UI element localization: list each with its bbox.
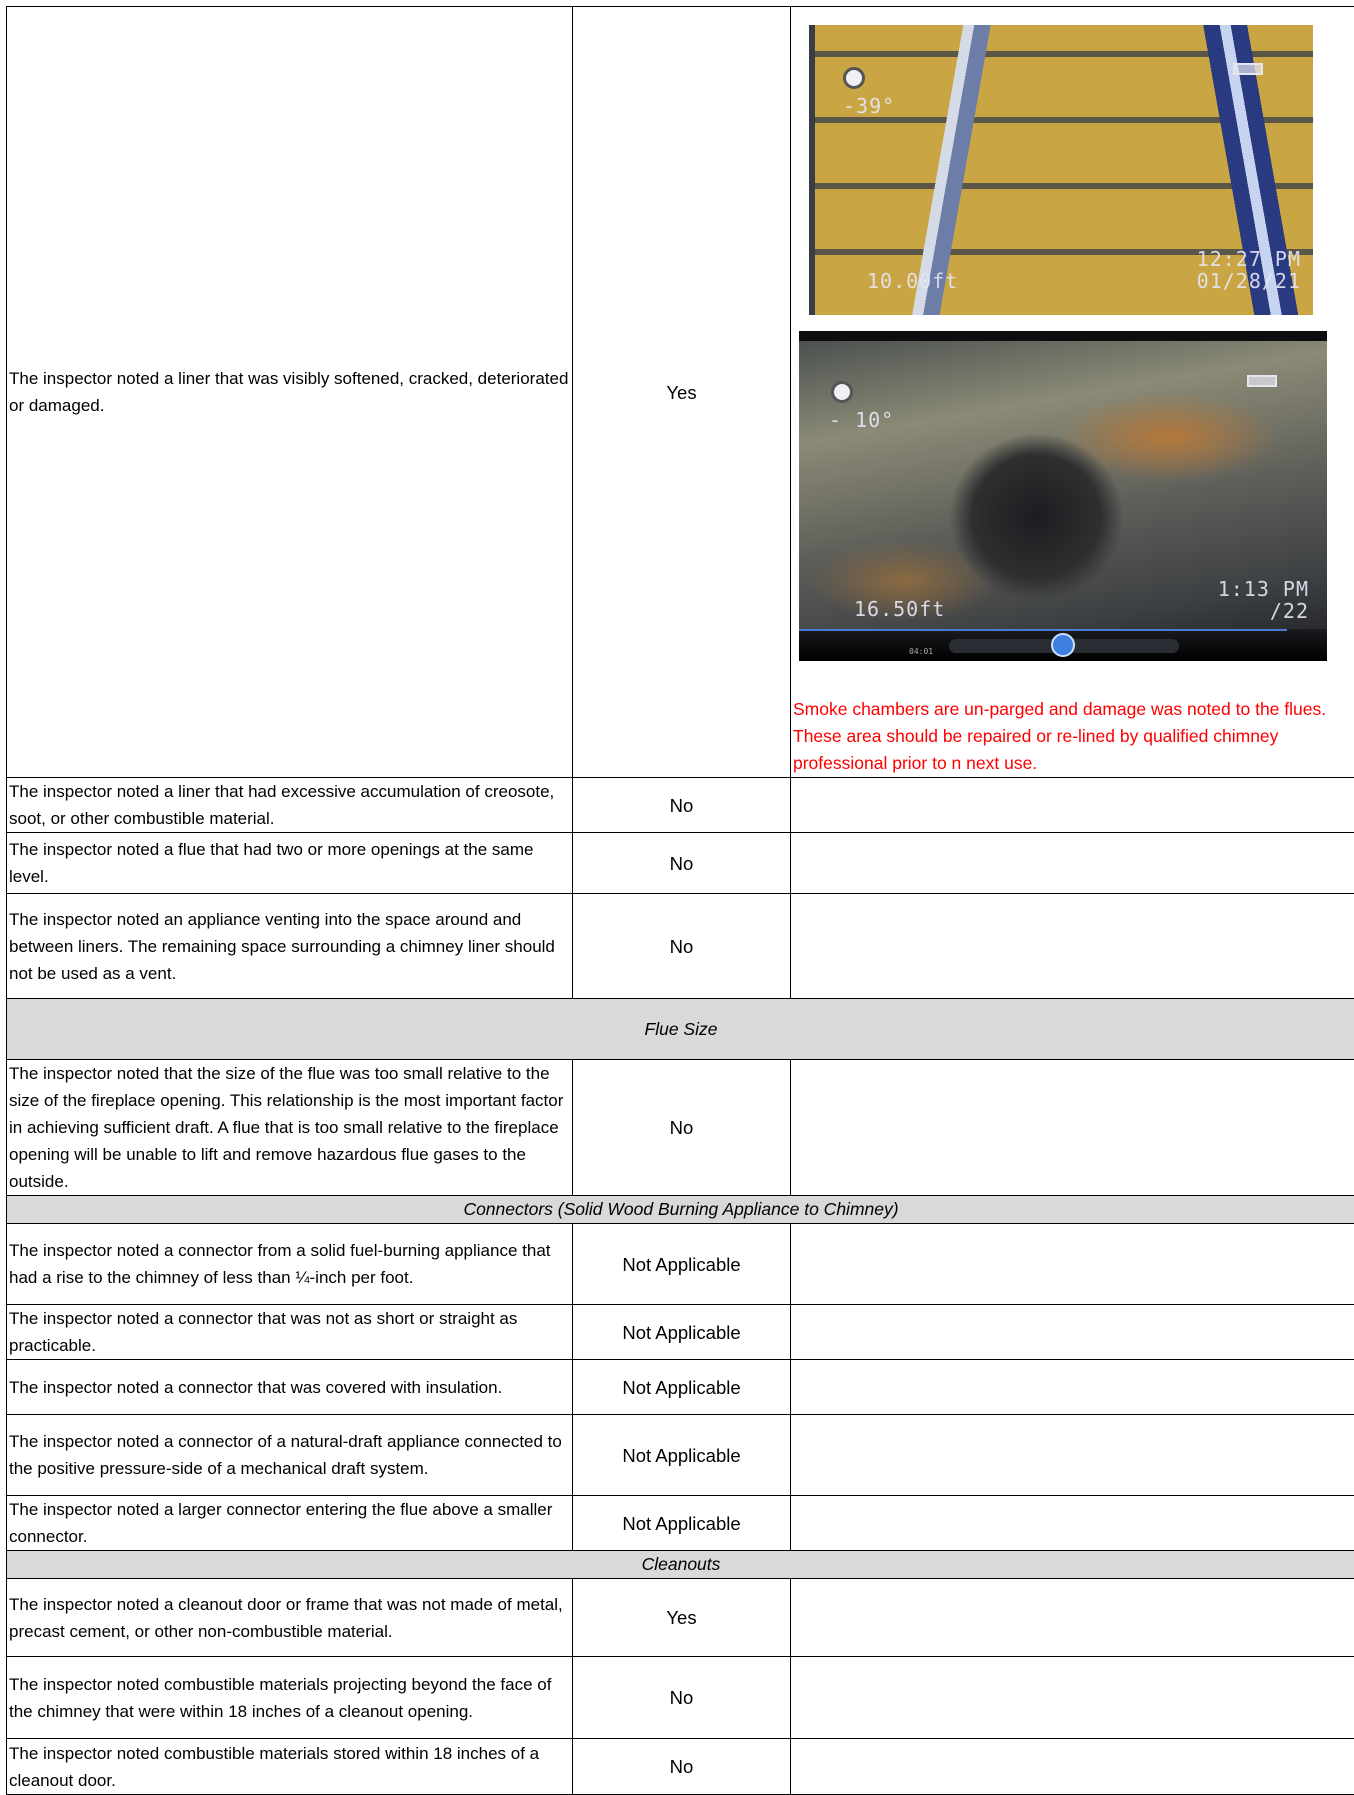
home-icon	[843, 67, 865, 89]
row-value: Not Applicable	[573, 1305, 791, 1360]
inspection-table-sheet	[6, 6, 1354, 1781]
inspection-table	[6, 6, 1354, 1795]
photo-date: /22	[1270, 598, 1309, 625]
row-note	[791, 1360, 1354, 1415]
section-title: Flue Size	[7, 999, 1354, 1060]
table-row	[7, 1657, 1354, 1739]
photo-note-cell	[791, 7, 1354, 778]
table-row	[7, 1224, 1354, 1305]
home-icon	[831, 381, 853, 403]
row-value: No	[573, 894, 791, 999]
row-note	[791, 1415, 1354, 1496]
player-time: 04:01	[909, 638, 933, 661]
battery-icon	[1247, 375, 1277, 387]
photo-temperature: -39°	[843, 93, 895, 120]
row-value: Yes	[573, 1579, 791, 1657]
table-row	[7, 778, 1354, 833]
row-value: Not Applicable	[573, 1360, 791, 1415]
row-note	[791, 1496, 1354, 1551]
row-note	[791, 778, 1354, 833]
table-row	[7, 894, 1354, 999]
row-value: No	[573, 1739, 791, 1795]
row-description: The inspector noted a flue that had two or more openings at the same level.	[7, 833, 573, 894]
row-note	[791, 1305, 1354, 1360]
row-value: Not Applicable	[573, 1415, 791, 1496]
row-value: No	[573, 778, 791, 833]
row-description: The inspector noted combustible materials stored within 18 inches of a cleanout door.	[7, 1739, 573, 1795]
table-row	[7, 1060, 1354, 1196]
photo-distance: 16.50ft	[854, 596, 945, 623]
row-note	[791, 1060, 1354, 1196]
table-row	[7, 1360, 1354, 1415]
photo-temperature: - 10°	[829, 407, 894, 434]
section-title: Cleanouts	[7, 1551, 1354, 1579]
table-row	[7, 1415, 1354, 1496]
row-note	[791, 1579, 1354, 1657]
section-title: Connectors (Solid Wood Burning Appliance to Chimney)	[7, 1196, 1354, 1224]
photo-time: 1:13 PM	[1218, 576, 1309, 603]
row-note	[791, 894, 1354, 999]
video-player-controls	[799, 629, 1327, 661]
table-row	[7, 1496, 1354, 1551]
table-row	[7, 1305, 1354, 1360]
section-header-connectors	[7, 1196, 1354, 1224]
row-description: The inspector noted a cleanout door or frame that was not made of metal, precast cement, or other non-combustible material.	[7, 1579, 573, 1657]
table-row	[7, 833, 1354, 894]
row-description: The inspector noted a liner that had excessive accumulation of creosote, soot, or other combustible material.	[7, 778, 573, 833]
seek-bar[interactable]	[799, 629, 1287, 631]
photo-distance: 10.00ft	[867, 268, 958, 295]
row-value: Not Applicable	[573, 1496, 791, 1551]
row-description: The inspector noted a liner that was visibly softened, cracked, deteriorated or damaged.	[7, 7, 573, 778]
section-header-flue-size	[7, 999, 1354, 1060]
chimney-camera-photo-1	[809, 25, 1313, 315]
table-row	[7, 1579, 1354, 1657]
photo-date: 01/28/21	[1197, 268, 1301, 295]
row-value: No	[573, 1060, 791, 1196]
row-note	[791, 1657, 1354, 1739]
row-description: The inspector noted a connector from a solid fuel-burning appliance that had a rise to the chimney of less than ¼-inch per foot.	[7, 1224, 573, 1305]
row-value: No	[573, 1657, 791, 1739]
row-description: The inspector noted a larger connector entering the flue above a smaller connector.	[7, 1496, 573, 1551]
row-description: The inspector noted an appliance venting into the space around and between liners. The remaining space surrounding a chimney liner should not be used as a vent.	[7, 894, 573, 999]
row-note	[791, 1739, 1354, 1795]
section-header-cleanouts	[7, 1551, 1354, 1579]
play-icon[interactable]	[1051, 633, 1075, 657]
row-description: The inspector noted a connector that was not as short or straight as practicable.	[7, 1305, 573, 1360]
battery-icon	[1233, 63, 1263, 75]
photo-time: 12:27 PM	[1197, 246, 1301, 273]
row-note	[791, 833, 1354, 894]
row-note	[791, 1224, 1354, 1305]
inspector-note: Smoke chambers are un-parged and damage was noted to the flues. These area should be repaired or re-lined by qualified chimney professional prior to n next use.	[793, 696, 1349, 777]
row-description: The inspector noted a connector that was covered with insulation.	[7, 1360, 573, 1415]
row-description: The inspector noted that the size of the flue was too small relative to the size of the fireplace opening. This relationship is the most important factor in achieving sufficient draft. A flue that is too small relative to the fireplace opening will be unable to lift and remove hazardous flue gases to the outside.	[7, 1060, 573, 1196]
table-row	[7, 7, 1354, 778]
row-description: The inspector noted a connector of a natural-draft appliance connected to the positive pressure-side of a mechanical draft system.	[7, 1415, 573, 1496]
row-value: No	[573, 833, 791, 894]
row-value: Not Applicable	[573, 1224, 791, 1305]
chimney-camera-photo-2	[799, 331, 1327, 661]
row-description: The inspector noted combustible materials projecting beyond the face of the chimney that were within 18 inches of a cleanout opening.	[7, 1657, 573, 1739]
table-row	[7, 1739, 1354, 1795]
row-value: Yes	[573, 7, 791, 778]
